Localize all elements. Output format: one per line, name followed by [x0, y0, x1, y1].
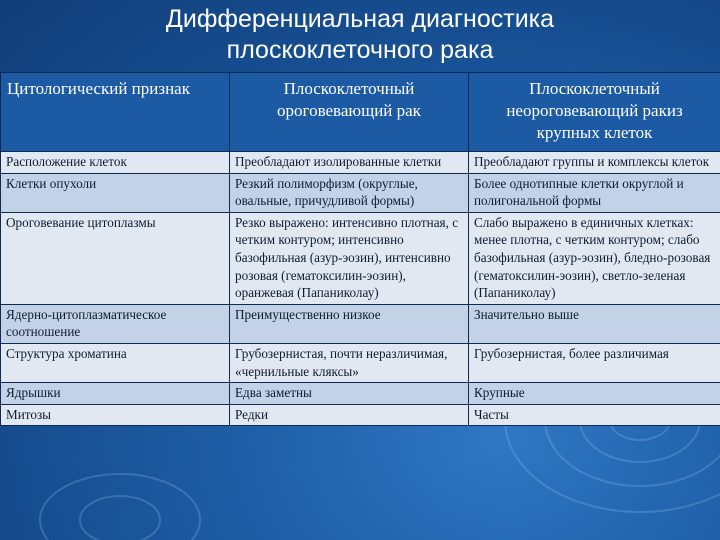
keratinizing-cell: Редки: [230, 404, 469, 426]
nonkeratinizing-cell: Грубозернистая, более различимая: [469, 343, 720, 382]
header-cell-nonkeratinizing: Плоскоклеточный неороговевающий ракиз крупных клеток: [469, 73, 720, 152]
header-cell-feature: Цитологический признак: [1, 73, 230, 152]
keratinizing-cell: Едва заметны: [230, 383, 469, 405]
feature-cell: Ороговевание цитоплазмы: [1, 212, 230, 304]
nonkeratinizing-cell: Преобладают группы и комплексы клеток: [469, 152, 720, 174]
keratinizing-cell: Преимущественно низкое: [230, 304, 469, 343]
nonkeratinizing-cell: Крупные: [469, 383, 720, 405]
table-header-row: [1, 73, 720, 152]
nonkeratinizing-cell: Слабо выражено в единичных клетках: менее плотна, с четким контуром; слабо базофильная (азур-эозин), бледно-розовая (гематоксилин-эозин), светло-зеленая (Папаниколау): [469, 212, 720, 304]
nonkeratinizing-cell: Более однотипные клетки округлой и полигональной формы: [469, 173, 720, 212]
diagnosis-table: [0, 72, 720, 426]
header-cell-keratinizing: Плоскоклеточный ороговевающий рак: [230, 73, 469, 152]
keratinizing-cell: Резко выражено: интенсивно плотная, с четким контуром; интенсивно базофильная (азур-эозин), интенсивно розовая (гематоксилин-эозин), оранжевая (Папаниколау): [230, 212, 469, 304]
feature-cell: Расположение клеток: [1, 152, 230, 174]
feature-cell: Ядрышки: [1, 383, 230, 405]
slide-title: [0, 4, 720, 66]
nonkeratinizing-cell: Часты: [469, 404, 720, 426]
table-row: [1, 212, 720, 304]
keratinizing-cell: Преобладают изолированные клетки: [230, 152, 469, 174]
table-row: [1, 383, 720, 405]
table-row: [1, 304, 720, 343]
title-line-2: плоскоклеточного рака: [226, 36, 494, 64]
table-row: [1, 404, 720, 426]
feature-cell: Структура хроматина: [1, 343, 230, 382]
table-row: [1, 343, 720, 382]
feature-cell: Ядерно-цитоплазматическое соотношение: [1, 304, 230, 343]
feature-cell: Клетки опухоли: [1, 173, 230, 212]
table-row: [1, 173, 720, 212]
table-row: [1, 152, 720, 174]
nonkeratinizing-cell: Значительно выше: [469, 304, 720, 343]
feature-cell: Митозы: [1, 404, 230, 426]
keratinizing-cell: Грубозернистая, почти неразличимая, «чернильные кляксы»: [230, 343, 469, 382]
keratinizing-cell: Резкий полиморфизм (округлые, овальные, причудливой формы): [230, 173, 469, 212]
title-line-1: Дифференциальная диагностика: [165, 5, 555, 33]
